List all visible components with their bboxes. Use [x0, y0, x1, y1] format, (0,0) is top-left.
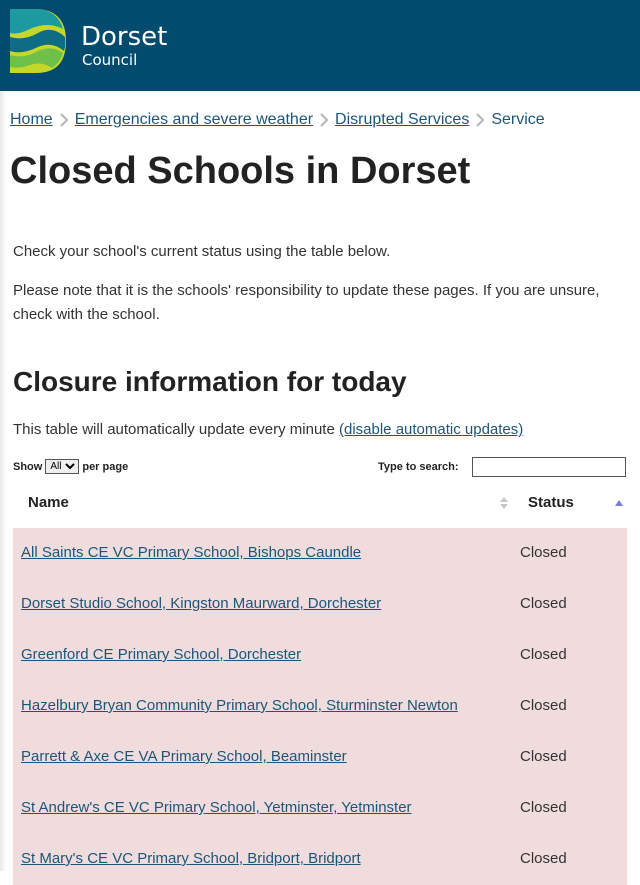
page-size-control [13, 459, 128, 474]
status-cell: Closed [520, 544, 567, 561]
table-row [13, 630, 627, 681]
breadcrumb-emergencies-link[interactable]: Emergencies and severe weather [74, 111, 314, 128]
table-row [13, 579, 627, 630]
breadcrumb [10, 110, 545, 130]
table-row [13, 783, 627, 834]
table-row [13, 834, 627, 885]
logo-subtitle: Council [82, 51, 138, 69]
column-header-status[interactable]: Status [528, 494, 574, 511]
table-controls [13, 456, 627, 478]
table-row [13, 528, 627, 579]
table-row [13, 732, 627, 783]
chevron-right-icon [313, 113, 335, 127]
page-size-select[interactable] [45, 459, 79, 474]
sort-both-icon[interactable] [500, 496, 508, 514]
page-title: Closed Schools in Dorset [10, 150, 471, 192]
auto-update-note [13, 420, 523, 440]
school-link[interactable]: Dorset Studio School, Kingston Maurward, Dorchester [21, 595, 382, 612]
school-link[interactable]: Parrett & Axe CE VA Primary School, Beaminster [21, 748, 347, 765]
per-page-label: per page [82, 460, 129, 473]
dorset-council-logo[interactable] [8, 7, 168, 77]
search-input[interactable] [472, 457, 626, 477]
status-cell: Closed [520, 646, 567, 663]
intro-text: Check your school's current status using the table below. [13, 243, 391, 260]
column-header-name[interactable]: Name [28, 494, 69, 511]
chevron-right-icon [469, 113, 491, 127]
school-link[interactable]: St Andrew's CE VC Primary School, Yetminster, Yetminster [21, 799, 412, 816]
status-cell: Closed [520, 595, 567, 612]
closures-table-body [13, 528, 627, 885]
sort-ascending-icon[interactable] [615, 494, 623, 512]
school-link[interactable]: Greenford CE Primary School, Dorchester [21, 646, 302, 663]
logo-wordmark: Dorset [81, 22, 168, 52]
disable-auto-updates-link[interactable]: (disable automatic updates) [339, 421, 524, 438]
table-header [13, 482, 627, 522]
search-label: Type to search: [378, 461, 459, 473]
section-title: Closure information for today [13, 366, 407, 397]
school-link[interactable]: St Mary's CE VC Primary School, Bridport, Bridport [21, 850, 361, 867]
logo-mark-icon [8, 7, 70, 75]
status-cell: Closed [520, 850, 567, 867]
school-link[interactable]: Hazelbury Bryan Community Primary School, Sturminster Newton [21, 697, 458, 714]
table-row [13, 681, 627, 732]
school-link[interactable]: All Saints CE VC Primary School, Bishops Caundle [21, 544, 362, 561]
auto-update-text: This table will automatically update every minute [13, 421, 335, 438]
status-cell: Closed [520, 748, 567, 765]
breadcrumb-home-link[interactable]: Home [10, 111, 53, 128]
left-edge-shadow [0, 91, 6, 871]
site-header [0, 0, 640, 91]
responsibility-note: Please note that it is the schools' responsibility to update these pages. If you are unsure, check with the school. [13, 282, 600, 323]
status-cell: Closed [520, 799, 567, 816]
breadcrumb-disrupted-services-link[interactable]: Disrupted Services [335, 111, 470, 128]
status-cell: Closed [520, 697, 567, 714]
chevron-right-icon [53, 113, 75, 127]
breadcrumb-current: Service [491, 111, 545, 128]
show-label: Show [13, 460, 43, 473]
